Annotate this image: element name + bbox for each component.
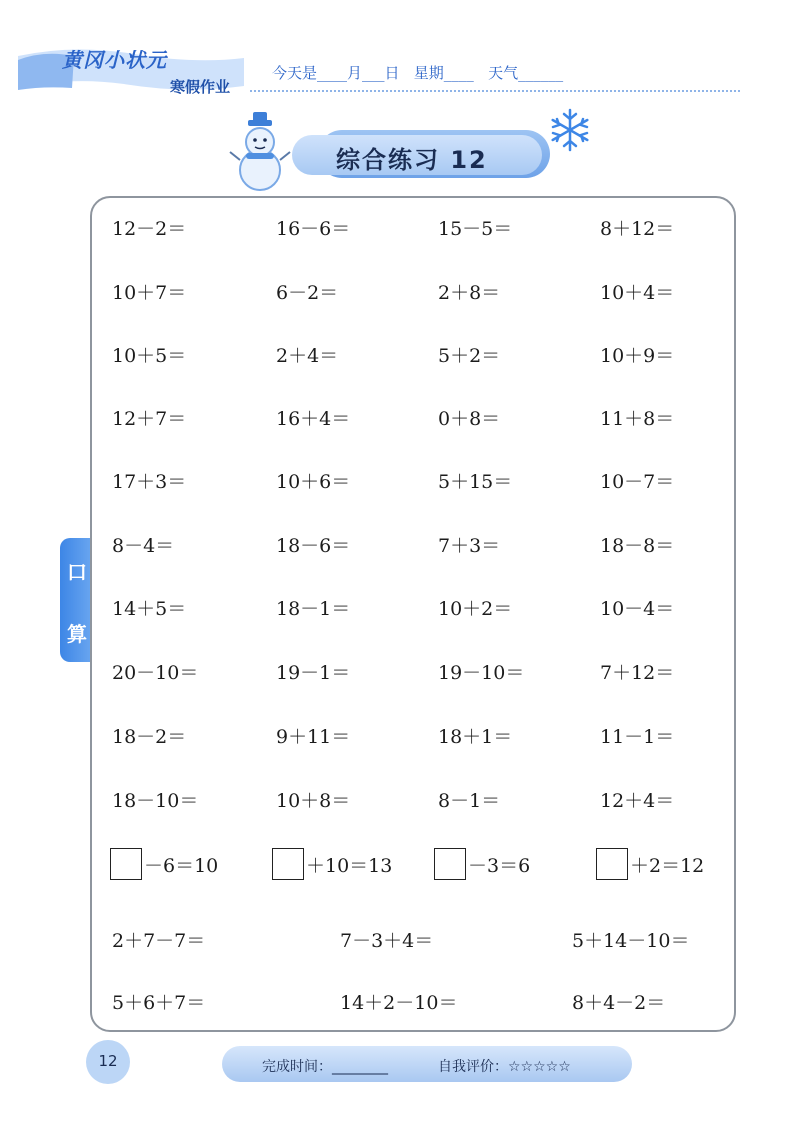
fill-in-equation: －3＝6 xyxy=(468,854,531,877)
problem: 14＋2－10＝ xyxy=(340,992,458,1014)
problem: 0＋8＝ xyxy=(438,408,501,430)
problem: 20－10＝ xyxy=(112,662,199,684)
problem: 8－1＝ xyxy=(438,790,501,812)
fill-in-equation: ＋10＝13 xyxy=(306,854,393,877)
problem: 10＋8＝ xyxy=(276,790,351,812)
problem: 10＋5＝ xyxy=(112,345,187,367)
problem: 10＋4＝ xyxy=(600,282,675,304)
problem: 7＋12＝ xyxy=(600,662,675,684)
fill-in-equation: －6＝10 xyxy=(144,854,219,877)
problem: 10＋9＝ xyxy=(600,345,675,367)
brand-logo: 黄冈小状元 xyxy=(62,48,167,72)
self-evaluation: 自我评价：☆☆☆☆☆ xyxy=(438,1059,571,1075)
problem: 5＋2＝ xyxy=(438,345,501,367)
page-title: 综合练习 12 xyxy=(336,146,488,174)
fill-in-equation: ＋2＝12 xyxy=(630,854,705,877)
problem: 11＋8＝ xyxy=(600,408,675,430)
problem: 12＋4＝ xyxy=(600,790,675,812)
header-divider xyxy=(250,90,740,92)
problem: 18－2＝ xyxy=(112,726,187,748)
date-line: 今天是____月___日 星期____ 天气______ xyxy=(272,64,564,82)
problem: 5＋15＝ xyxy=(438,471,513,493)
problem: 2＋4＝ xyxy=(276,345,339,367)
problem: 2＋8＝ xyxy=(438,282,501,304)
problem: 8＋12＝ xyxy=(600,218,675,240)
snowflake-icon xyxy=(548,108,592,152)
problem: 16＋4＝ xyxy=(276,408,351,430)
brand-subtitle: 寒假作业 xyxy=(170,78,231,96)
problem: 18－8＝ xyxy=(600,535,675,557)
page-number: 12 xyxy=(98,1052,118,1070)
problem: 7＋3＝ xyxy=(438,535,501,557)
problem: 10－4＝ xyxy=(600,598,675,620)
problem: 16－6＝ xyxy=(276,218,351,240)
fill-in-problem xyxy=(272,848,392,880)
problem: 18＋1＝ xyxy=(438,726,513,748)
problem: 5＋6＋7＝ xyxy=(112,992,206,1014)
problem: 14＋5＝ xyxy=(112,598,187,620)
problem: 12＋7＝ xyxy=(112,408,187,430)
problem: 5＋14－10＝ xyxy=(572,930,690,952)
problem: 8＋4－2＝ xyxy=(572,992,666,1014)
problem: 19－10＝ xyxy=(438,662,525,684)
answer-box[interactable] xyxy=(272,848,304,880)
problem: 2＋7－7＝ xyxy=(112,930,206,952)
problem: 10＋6＝ xyxy=(276,471,351,493)
fill-in-problem xyxy=(434,848,530,880)
problem: 17＋3＝ xyxy=(112,471,187,493)
problem: 19－1＝ xyxy=(276,662,351,684)
side-tab-char: 口 xyxy=(67,560,87,584)
problem: 11－1＝ xyxy=(600,726,675,748)
problem: 8－4＝ xyxy=(112,535,175,557)
problem: 18－6＝ xyxy=(276,535,351,557)
problem: 18－1＝ xyxy=(276,598,351,620)
fill-in-problem xyxy=(110,848,218,880)
problem: 9＋11＝ xyxy=(276,726,351,748)
answer-box[interactable] xyxy=(110,848,142,880)
problem: 10－7＝ xyxy=(600,471,675,493)
problem: 18－10＝ xyxy=(112,790,199,812)
answer-box[interactable] xyxy=(434,848,466,880)
fill-in-problem xyxy=(596,848,704,880)
problem: 6－2＝ xyxy=(276,282,339,304)
completion-time: 完成时间：________ xyxy=(262,1059,388,1075)
side-tab-char: 算 xyxy=(67,622,87,646)
answer-box[interactable] xyxy=(596,848,628,880)
problem: 15－5＝ xyxy=(438,218,513,240)
snowman-icon xyxy=(228,112,292,192)
problem: 10＋2＝ xyxy=(438,598,513,620)
problem: 12－2＝ xyxy=(112,218,187,240)
problem: 7－3＋4＝ xyxy=(340,930,434,952)
problem: 10＋7＝ xyxy=(112,282,187,304)
